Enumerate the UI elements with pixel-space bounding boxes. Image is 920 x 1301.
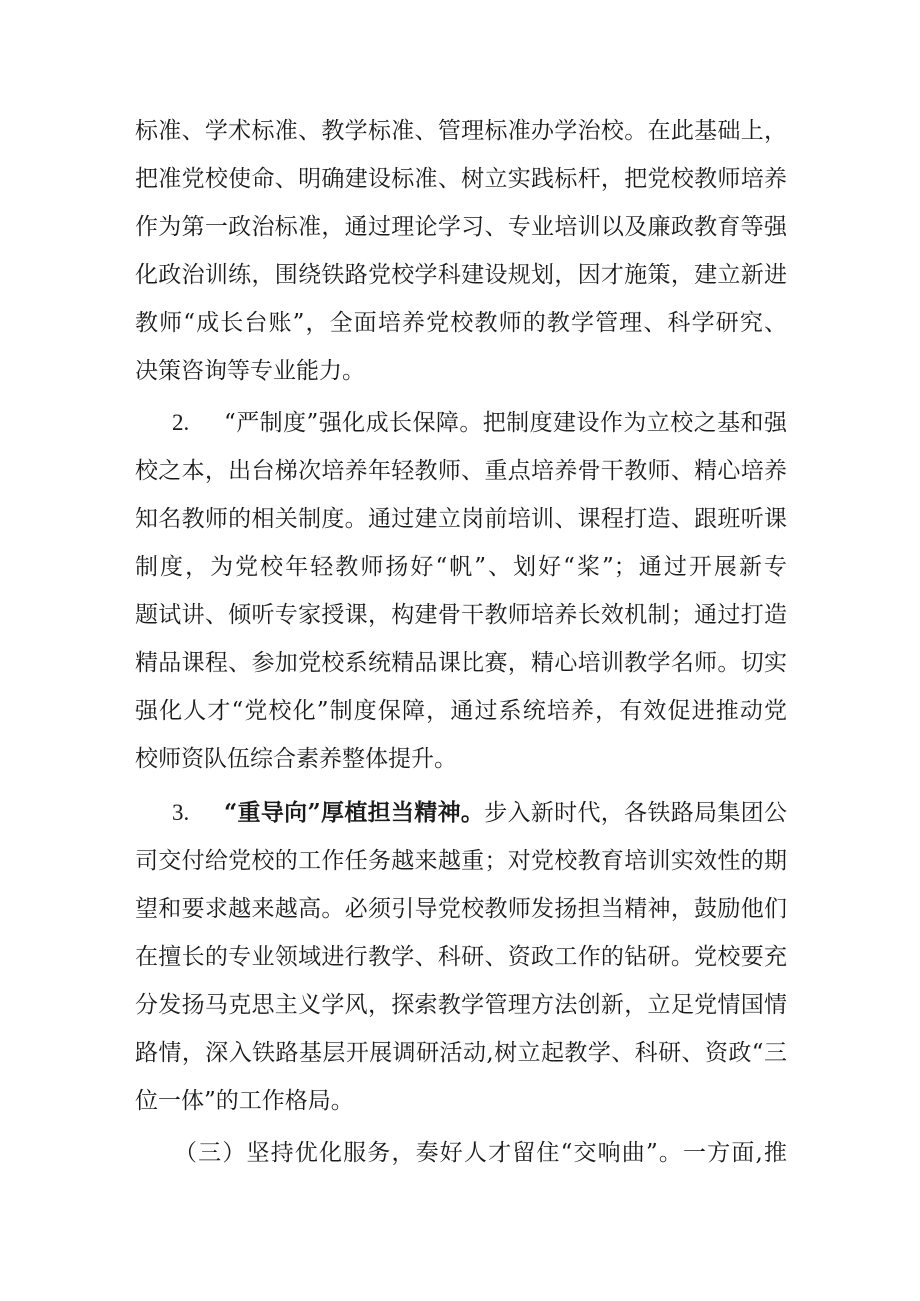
text-line: 知名教师的相关制度。通过建立岗前培训、课程打造、跟班听课 [135, 506, 787, 532]
text-line: 校之本，出台梯次培养年轻教师、重点培养骨干教师、精心培养 [135, 458, 787, 484]
text-line: 路情，深入铁路基层开展调研活动,树立起教学、科研、资政“三 [135, 1040, 787, 1066]
text-line: 强化人才“党校化”制度保障，通过系统培养，有效促进推动党 [135, 698, 787, 724]
text-line: 教师“成长台账”，全面培养党校教师的教学管理、科学研究、 [135, 310, 787, 336]
text-line: 制度，为党校年轻教师扬好“帆”、划好“桨”；通过开展新专 [135, 554, 787, 580]
paragraph-first-line [172, 400, 787, 446]
text-line: 精品课程、参加党校系统精品课比赛，精心培训教学名师。切实 [135, 650, 787, 676]
text-line: 司交付给党校的工作任务越来越重；对党校教育培训实效性的期 [135, 848, 787, 874]
text-line: 标准、学术标准、教学标准、管理标准办学治校。在此基础上， [135, 118, 787, 144]
text-line: 作为第一政治标准，通过理论学习、专业培训以及廉政教育等强 [135, 214, 787, 240]
text-line: 位一体”的工作格局。 [135, 1088, 354, 1114]
heading-text: “严制度”强化成长保障。把制度建设作为立校之基和强 [224, 410, 787, 436]
item-number: 2. [172, 410, 190, 435]
section-heading-line: （三）坚持优化服务，奏好人才留住“交响曲”。一方面,推 [174, 1140, 787, 1166]
text-line: 把准党校使命、明确建设标准、树立实践标杆，把党校教师培养 [135, 166, 787, 192]
text-line: 化政治训练，围绕铁路党校学科建设规划，因才施策，建立新进 [135, 262, 787, 288]
bold-heading: “重导向”厚植担当精神。 [224, 799, 485, 826]
text-line: 决策咨询等专业能力。 [135, 358, 365, 384]
text-line: 校师资队伍综合素养整体提升。 [135, 746, 457, 772]
text-line: 在擅长的专业领域进行教学、科研、资政工作的钻研。党校要充 [135, 944, 787, 970]
text-line: 分发扬马克思主义学风，探索教学管理方法创新，立足党情国情 [135, 992, 787, 1018]
text-line: 望和要求越来越高。必须引导党校教师发扬担当精神，鼓励他们 [135, 896, 787, 922]
text-line: 题试讲、倾听专家授课，构建骨干教师培养长效机制；通过打造 [135, 602, 787, 628]
heading-text: 步入新时代，各铁路局集团公 [484, 800, 788, 826]
item-number: 3. [172, 800, 190, 825]
paragraph-first-line [172, 790, 787, 836]
